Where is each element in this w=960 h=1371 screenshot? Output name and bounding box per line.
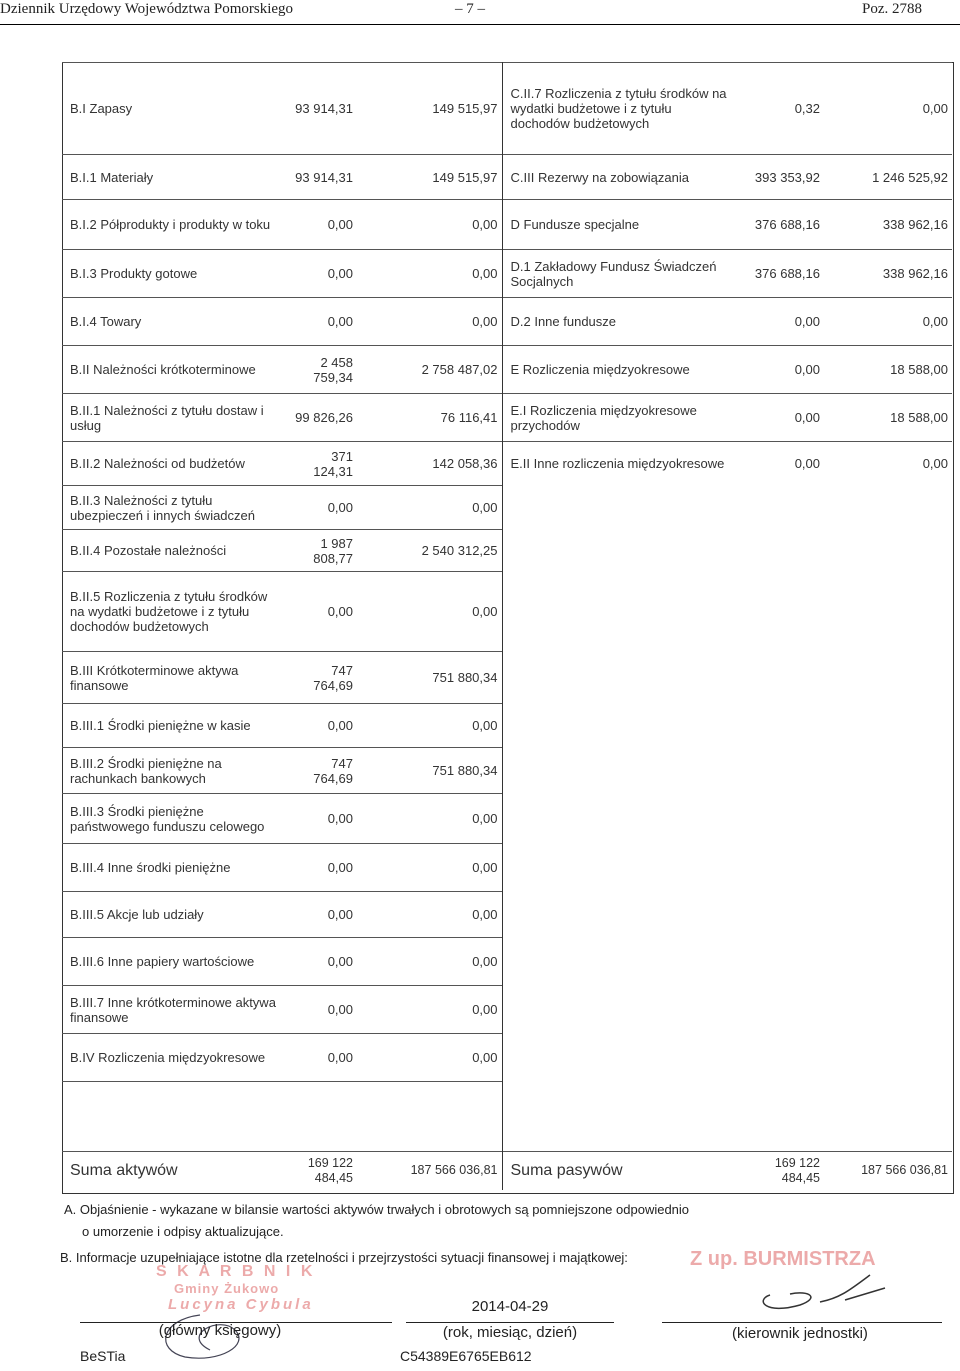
position-number: Poz. 2788 — [862, 1, 922, 17]
liability-curr-value: 18 588,00 — [824, 346, 952, 394]
liability-prev-value — [732, 652, 824, 704]
journal-title: Dziennik Urzędowy Województwa Pomorskiego — [0, 1, 294, 17]
total-liabilities-curr: 187 566 036,81 — [824, 1152, 952, 1190]
asset-curr-value: 0,00 — [357, 200, 502, 250]
asset-label: B.II.1 Należności z tytułu dostaw i usług — [62, 394, 282, 442]
asset-curr-value: 0,00 — [357, 1034, 502, 1082]
asset-curr-value: 0,00 — [357, 794, 502, 844]
head-signature-line — [662, 1322, 942, 1323]
liability-curr-value — [824, 530, 952, 572]
liability-label — [502, 844, 732, 892]
note-b: B. Informacje uzupełniające istotne dla rzetelności i przejrzystości sytuacji finansowej i majątkowej: — [60, 1250, 628, 1265]
asset-curr-value: 751 880,34 — [357, 652, 502, 704]
liability-label: C.II.7 Rozliczenia z tytułu środków na wydatki budżetowe i z tytułu dochodów budżetowych — [502, 63, 732, 155]
asset-label: B.II.3 Należności z tytułu ubezpieczeń i innych świadczeń — [62, 486, 282, 530]
liability-label — [502, 892, 732, 938]
liability-prev-value: 0,00 — [732, 394, 824, 442]
asset-prev-value: 0,00 — [282, 298, 357, 346]
asset-label: B.I Zapasy — [62, 63, 282, 155]
asset-curr-value: 0,00 — [357, 844, 502, 892]
asset-curr-value: 149 515,97 — [357, 63, 502, 155]
total-assets-label: Suma aktywów — [62, 1152, 282, 1190]
liability-label: D.2 Inne fundusze — [502, 298, 732, 346]
asset-prev-value: 0,00 — [282, 844, 357, 892]
table-row — [62, 652, 952, 704]
asset-label: B.III.4 Inne środki pieniężne — [62, 844, 282, 892]
date-line — [406, 1322, 614, 1323]
liability-curr-value — [824, 704, 952, 748]
asset-prev-value: 0,00 — [282, 572, 357, 652]
liability-prev-value: 0,00 — [732, 298, 824, 346]
date-caption: (rok, miesiąc, dzień) — [442, 1324, 578, 1341]
liability-label: D Fundusze specjalne — [502, 200, 732, 250]
note-a-line2: o umorzenie i odpisy aktualizujące. — [82, 1224, 284, 1239]
asset-prev-value: 0,00 — [282, 250, 357, 298]
liability-label: E.II Inne rozliczenia międzyokresowe — [502, 442, 732, 486]
asset-prev-value: 747 764,69 — [282, 652, 357, 704]
liability-label — [502, 1034, 732, 1082]
liability-prev-value: 0,00 — [732, 346, 824, 394]
liability-label — [502, 748, 732, 794]
liability-prev-value — [732, 938, 824, 986]
stamp-line-3: Lucyna Cybula — [168, 1296, 314, 1313]
table-row — [62, 298, 952, 346]
asset-label: B.I.2 Półprodukty i produkty w toku — [62, 200, 282, 250]
asset-label: B.III.5 Akcje lub udziały — [62, 892, 282, 938]
asset-label: B.I.3 Produkty gotowe — [62, 250, 282, 298]
table-row — [62, 844, 952, 892]
asset-prev-value: 0,00 — [282, 986, 357, 1034]
totals-row — [62, 1152, 952, 1190]
asset-prev-value: 747 764,69 — [282, 748, 357, 794]
liability-curr-value — [824, 486, 952, 530]
liability-prev-value — [732, 1034, 824, 1082]
liability-curr-value: 338 962,16 — [824, 200, 952, 250]
asset-curr-value: 0,00 — [357, 486, 502, 530]
table-row — [62, 486, 952, 530]
asset-curr-value: 0,00 — [357, 572, 502, 652]
liability-prev-value — [732, 892, 824, 938]
asset-label: B.III.3 Środki pieniężne państwowego funduszu celowego — [62, 794, 282, 844]
asset-prev-value: 0,00 — [282, 486, 357, 530]
table-row — [62, 530, 952, 572]
liability-curr-value: 0,00 — [824, 298, 952, 346]
asset-prev-value: 0,00 — [282, 938, 357, 986]
asset-label: B.III.1 Środki pieniężne w kasie — [62, 704, 282, 748]
asset-label: B.III Krótkoterminowe aktywa finansowe — [62, 652, 282, 704]
table-row — [62, 155, 952, 200]
liability-label: E Rozliczenia międzyokresowe — [502, 346, 732, 394]
liability-prev-value — [732, 794, 824, 844]
liability-label: C.III Rezerwy na zobowiązania — [502, 155, 732, 200]
liability-label — [502, 704, 732, 748]
document-code: C54389E6765EB612 — [400, 1348, 532, 1364]
liability-prev-value — [732, 572, 824, 652]
total-liabilities-label: Suma pasywów — [502, 1152, 732, 1190]
asset-curr-value: 0,00 — [357, 892, 502, 938]
asset-curr-value: 0,00 — [357, 250, 502, 298]
liability-prev-value: 376 688,16 — [732, 200, 824, 250]
asset-label: B.III.2 Środki pieniężne na rachunkach bankowych — [62, 748, 282, 794]
liability-prev-value — [732, 986, 824, 1034]
liability-prev-value: 376 688,16 — [732, 250, 824, 298]
liability-label — [502, 652, 732, 704]
liability-curr-value — [824, 1034, 952, 1082]
asset-label: B.II.4 Pozostałe należności — [62, 530, 282, 572]
stamp-line-1: S K A R B N I K — [156, 1263, 316, 1280]
liability-curr-value: 338 962,16 — [824, 250, 952, 298]
stamp-line-2: Gminy Żukowo — [174, 1281, 280, 1296]
asset-label: B.I.4 Towary — [62, 298, 282, 346]
software-label: BeSTia — [80, 1348, 126, 1364]
table-row — [62, 748, 952, 794]
table-row — [62, 572, 952, 652]
asset-curr-value: 0,00 — [357, 298, 502, 346]
asset-prev-value: 0,00 — [282, 1034, 357, 1082]
liability-curr-value: 0,00 — [824, 63, 952, 155]
page-number: – 7 – — [455, 1, 485, 17]
asset-curr-value: 2 758 487,02 — [357, 346, 502, 394]
table-row — [62, 986, 952, 1034]
table-row — [62, 442, 952, 486]
chief-caption: (główny księgowy) — [158, 1322, 282, 1339]
liability-curr-value — [824, 892, 952, 938]
table-row — [62, 938, 952, 986]
asset-prev-value: 371 124,31 — [282, 442, 357, 486]
liability-prev-value — [732, 486, 824, 530]
liability-curr-value: 18 588,00 — [824, 394, 952, 442]
liability-curr-value — [824, 748, 952, 794]
liability-prev-value: 393 353,92 — [732, 155, 824, 200]
liability-label — [502, 486, 732, 530]
asset-label: B.II.5 Rozliczenia z tytułu środków na wydatki budżetowe i z tytułu dochodów budżetowych — [62, 572, 282, 652]
liability-prev-value: 0,32 — [732, 63, 824, 155]
asset-prev-value: 93 914,31 — [282, 155, 357, 200]
table-row — [62, 394, 952, 442]
liability-curr-value — [824, 652, 952, 704]
liability-label — [502, 572, 732, 652]
asset-prev-value: 1 987 808,77 — [282, 530, 357, 572]
liability-prev-value — [732, 844, 824, 892]
liability-label: E.I Rozliczenia międzyokresowe przychodów — [502, 394, 732, 442]
note-a-line1: A. Objaśnienie - wykazane w bilansie wartości aktywów trwałych i obrotowych są pomniejszone odpowiednio — [64, 1202, 690, 1217]
asset-label: B.I.1 Materiały — [62, 155, 282, 200]
total-assets-curr: 187 566 036,81 — [357, 1152, 502, 1190]
liability-curr-value — [824, 986, 952, 1034]
liability-prev-value: 0,00 — [732, 442, 824, 486]
asset-prev-value: 99 826,26 — [282, 394, 357, 442]
table-row — [62, 892, 952, 938]
liability-label: D.1 Zakładowy Fundusz Świadczeń Socjalnych — [502, 250, 732, 298]
asset-prev-value: 93 914,31 — [282, 63, 357, 155]
total-assets-prev: 169 122 484,45 — [282, 1152, 357, 1190]
liability-curr-value — [824, 844, 952, 892]
date-value: 2014-04-29 — [471, 1298, 549, 1315]
table-row — [62, 250, 952, 298]
balance-sheet-table — [62, 62, 952, 1190]
asset-prev-value: 0,00 — [282, 704, 357, 748]
asset-label: B.II.2 Należności od budżetów — [62, 442, 282, 486]
asset-prev-value: 0,00 — [282, 794, 357, 844]
table-row — [62, 200, 952, 250]
liability-label — [502, 530, 732, 572]
liability-prev-value — [732, 704, 824, 748]
asset-curr-value: 751 880,34 — [357, 748, 502, 794]
asset-curr-value: 0,00 — [357, 938, 502, 986]
liability-curr-value — [824, 794, 952, 844]
table-row — [62, 704, 952, 748]
liability-label — [502, 986, 732, 1034]
table-row — [62, 346, 952, 394]
table-row — [62, 794, 952, 844]
table-row — [62, 63, 952, 155]
liability-label — [502, 938, 732, 986]
asset-curr-value: 142 058,36 — [357, 442, 502, 486]
asset-prev-value: 0,00 — [282, 200, 357, 250]
liability-curr-value — [824, 572, 952, 652]
liability-prev-value — [732, 530, 824, 572]
mayor-stamp: Z up. BURMISTRZA — [690, 1248, 876, 1270]
liability-label — [502, 794, 732, 844]
asset-label: B.II Należności krótkoterminowe — [62, 346, 282, 394]
liability-curr-value — [824, 938, 952, 986]
table-row — [62, 1034, 952, 1082]
liability-curr-value: 1 246 525,92 — [824, 155, 952, 200]
spacer-row — [62, 1082, 952, 1152]
liability-curr-value: 0,00 — [824, 442, 952, 486]
asset-prev-value: 0,00 — [282, 892, 357, 938]
head-caption: (kierownik jednostki) — [732, 1325, 868, 1342]
asset-prev-value: 2 458 759,34 — [282, 346, 357, 394]
page-header — [0, 0, 960, 25]
head-signature — [750, 1270, 900, 1320]
asset-curr-value: 76 116,41 — [357, 394, 502, 442]
asset-label: B.III.7 Inne krótkoterminowe aktywa finansowe — [62, 986, 282, 1034]
total-liabilities-prev: 169 122 484,45 — [732, 1152, 824, 1190]
asset-label: B.III.6 Inne papiery wartościowe — [62, 938, 282, 986]
asset-label: B.IV Rozliczenia międzyokresowe — [62, 1034, 282, 1082]
asset-curr-value: 2 540 312,25 — [357, 530, 502, 572]
asset-curr-value: 0,00 — [357, 704, 502, 748]
liability-prev-value — [732, 748, 824, 794]
asset-curr-value: 149 515,97 — [357, 155, 502, 200]
asset-curr-value: 0,00 — [357, 986, 502, 1034]
